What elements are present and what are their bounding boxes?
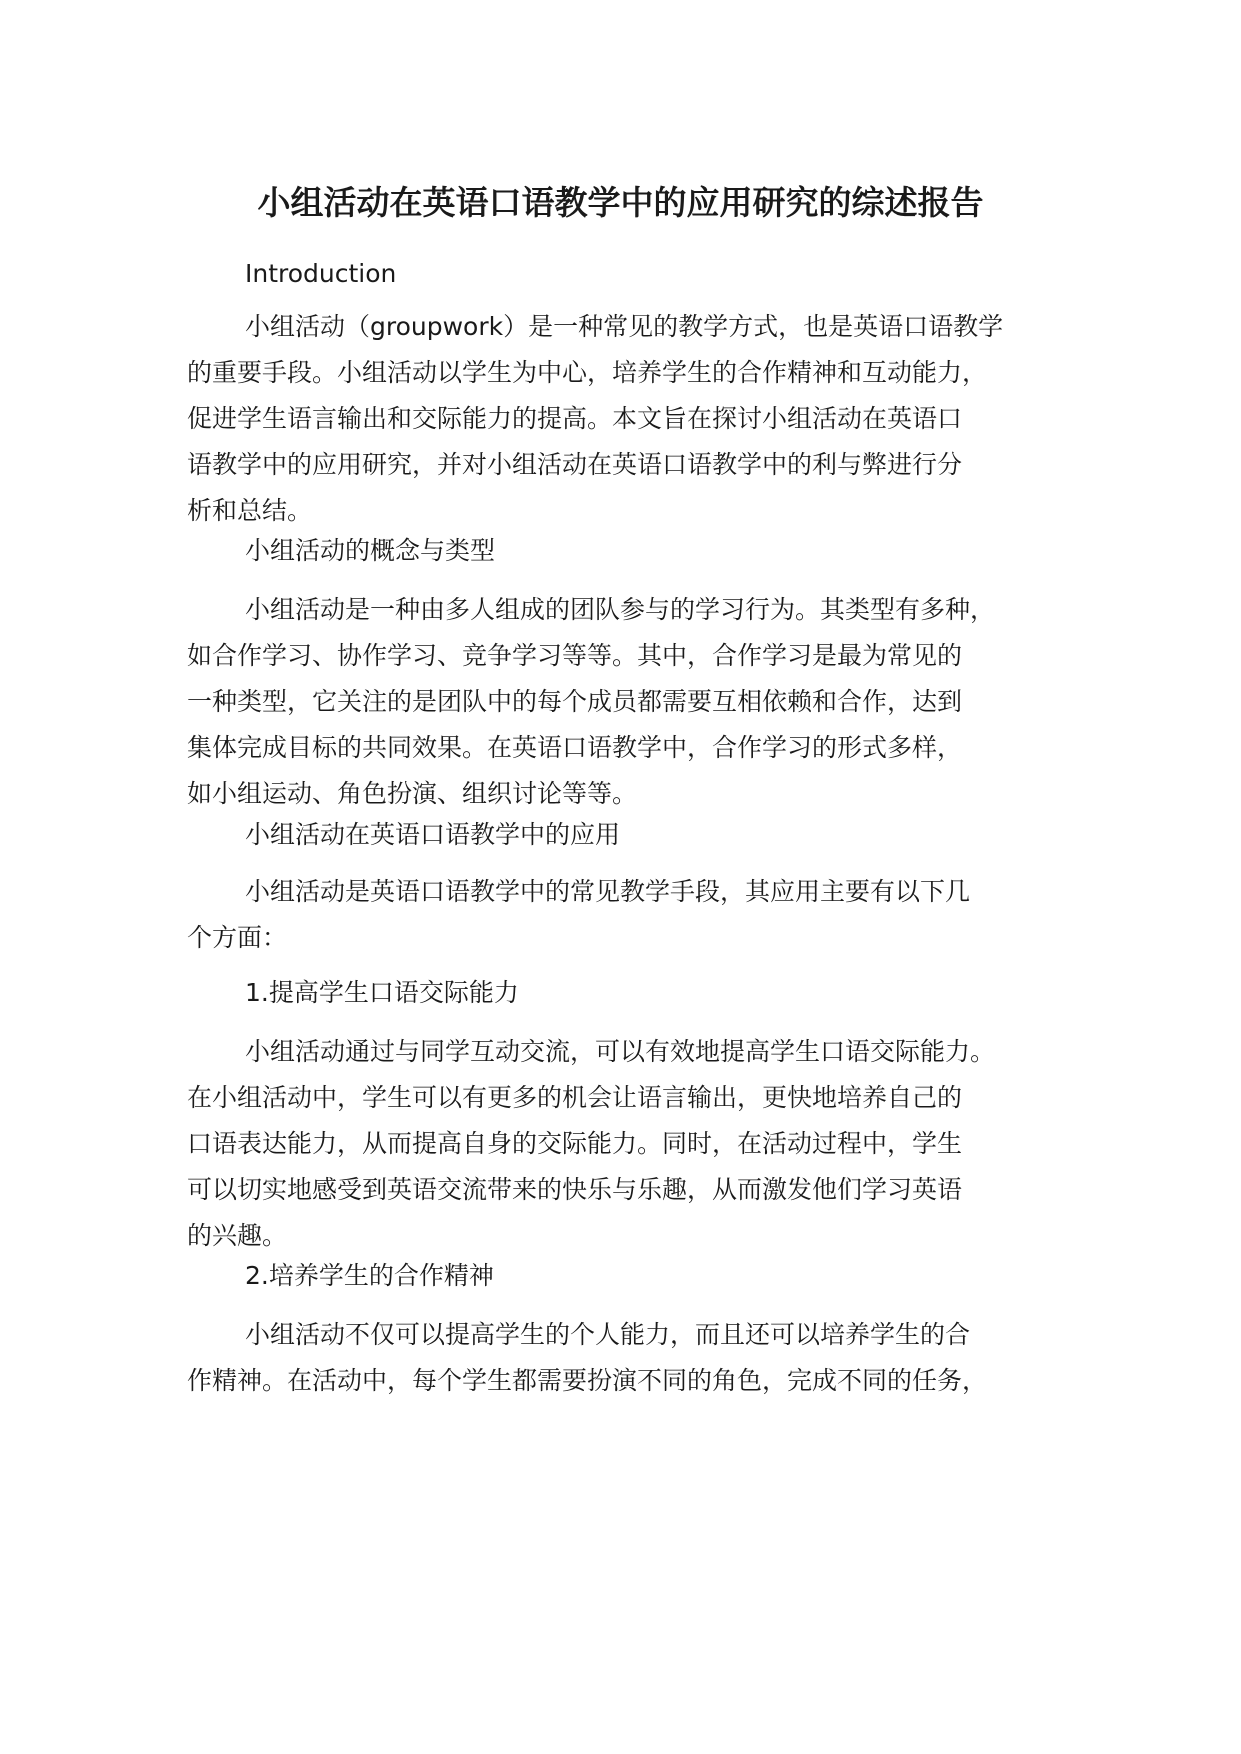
- document-title: 小组活动在英语口语教学中的应用研究的综述报告: [257, 183, 984, 222]
- section-heading: [187, 970, 1087, 1016]
- paragraph-line: 口语表达能力，从而提高自身的交际能力。同时，在活动过程中，学生: [187, 1129, 963, 1158]
- section-heading: [187, 812, 1087, 858]
- body-paragraph: [187, 587, 1087, 817]
- section-heading: [187, 528, 1087, 574]
- paragraph-line: 在小组活动中，学生可以有更多的机会让语言输出，更快地培养自己的: [187, 1083, 963, 1112]
- paragraph-line: 小组活动不仅可以提高学生的个人能力，而且还可以培养学生的合: [245, 1320, 971, 1349]
- paragraph-line: 小组活动在英语口语教学中的应用: [245, 820, 621, 849]
- paragraph-line: 一种类型，它关注的是团队中的每个成员都需要互相依赖和合作，达到: [187, 687, 963, 716]
- paragraph-line: 集体完成目标的共同效果。在英语口语教学中，合作学习的形式多样，: [187, 733, 963, 762]
- paragraph-line: 语教学中的应用研究，并对小组活动在英语口语教学中的利与弊进行分: [187, 450, 963, 479]
- paragraph-line: 的兴趣。: [187, 1221, 288, 1250]
- section-heading: [187, 251, 1087, 297]
- paragraph-line: 如合作学习、协作学习、竞争学习等等。其中，合作学习是最为常见的: [187, 641, 963, 670]
- paragraph-line: 作精神。在活动中，每个学生都需要扮演不同的角色，完成不同的任务，: [187, 1366, 988, 1395]
- paragraph-line: 的重要手段。小组活动以学生为中心，培养学生的合作精神和互动能力，: [187, 358, 988, 387]
- paragraph-line: 个方面：: [187, 923, 288, 952]
- paragraph-line: 析和总结。: [187, 496, 313, 525]
- body-paragraph: [187, 304, 1087, 534]
- paragraph-line: Introduction: [245, 259, 397, 288]
- paragraph-line: 小组活动是一种由多人组成的团队参与的学习行为。其类型有多种，: [245, 595, 996, 624]
- paragraph-line: 小组活动是英语口语教学中的常见教学手段，其应用主要有以下几: [245, 877, 971, 906]
- paragraph-line: 2.培养学生的合作精神: [245, 1261, 494, 1290]
- paragraph-line: 促进学生语言输出和交际能力的提高。本文旨在探讨小组活动在英语口: [187, 404, 963, 433]
- body-paragraph: [187, 869, 1087, 961]
- section-heading: [187, 1253, 1087, 1299]
- paragraph-line: 可以切实地感受到英语交流带来的快乐与乐趣，从而激发他们学习英语: [187, 1175, 963, 1204]
- body-paragraph: [187, 1312, 1087, 1404]
- paragraph-line: 小组活动的概念与类型: [245, 536, 496, 565]
- paragraph-line: 1.提高学生口语交际能力: [245, 978, 519, 1007]
- paragraph-line: 小组活动通过与同学互动交流，可以有效地提高学生口语交际能力。: [245, 1037, 996, 1066]
- paragraph-line: 小组活动（groupwork）是一种常见的教学方式，也是英语口语教学: [245, 312, 1004, 341]
- paragraph-line: 如小组运动、角色扮演、组织讨论等等。: [187, 779, 638, 808]
- body-paragraph: [187, 1029, 1087, 1259]
